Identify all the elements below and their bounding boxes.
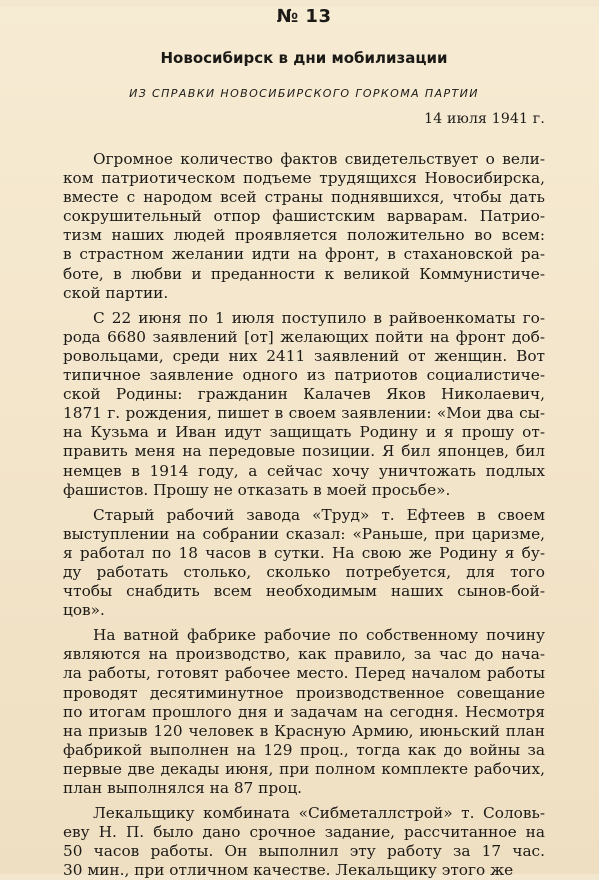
text-line: по итогам прошлого дня и задачам на сегодня. Несмотря: [63, 702, 545, 721]
text-line: боте, в любви и преданности к великой Коммунистиче-: [63, 264, 545, 283]
text-line: ла работы, готовят рабочее место. Перед началом работы: [63, 664, 545, 683]
paragraph: [63, 309, 545, 500]
text-line: Огромное количество фактов свидетельствует о вели-: [93, 150, 545, 168]
text-line: 30 мин., при отличном качестве. Лекальщику этого же: [63, 861, 514, 880]
text-line: Старый рабочий завода «Труд» т. Ефтеев в своем: [93, 505, 545, 524]
text-line: являются на производство, как правило, за час до нача-: [63, 645, 545, 664]
paragraph: [63, 150, 545, 303]
text-line: цов».: [63, 601, 105, 620]
text-line: вместе с народом всей страны поднявшихся, чтобы дать: [63, 188, 545, 207]
text-line: чтобы снабдить всем необходимым наших сынов-бой-: [63, 582, 545, 601]
document-number: № 13: [276, 6, 332, 27]
text-line: ской Родины: гражданин Калачев Яков Николаевич,: [63, 385, 545, 404]
text-line: план выполнялся на 87 проц.: [63, 779, 303, 797]
text-line: сокрушительный отпор фашистским варварам. Патрио-: [63, 207, 545, 226]
text-line: Лекальщику комбината «Сибметаллстрой» т. Соловь-: [93, 804, 545, 823]
text-line: ской партии.: [63, 283, 169, 302]
document-body: [63, 150, 545, 880]
paragraph: [63, 506, 545, 621]
document-subtitle: ИЗ СПРАВКИ НОВОСИБИРСКОГО ГОРКОМА ПАРТИИ: [129, 87, 479, 100]
text-line: фашистов. Прошу не отказать в моей просьбе».: [63, 480, 451, 499]
text-line: типичное заявление одного из патриотов социалистиче-: [63, 366, 545, 385]
text-line: ком патриотическом подъеме трудящихся Новосибирска,: [63, 169, 545, 188]
text-line: ду работать столько, сколько потребуется, для того: [63, 562, 545, 581]
text-line: в страстном желании идти на фронт, в стахановской ра-: [63, 245, 545, 264]
text-line: немцев в 1914 году, а сейчас хочу уничтожать подлых: [63, 461, 545, 480]
paragraph: [63, 626, 545, 798]
text-line: на призыв 120 человек в Красную Армию, июньский план: [63, 721, 545, 740]
document-title: Новосибирск в дни мобилизации: [160, 49, 448, 67]
text-line: 1871 г. рождения, пишет в своем заявлении: «Мои два сы-: [63, 404, 545, 423]
text-line: рода 6680 заявлений [от] желающих пойти на фронт доб-: [63, 327, 545, 346]
text-line: тизм наших людей проявляется положительно во всем:: [63, 226, 545, 245]
text-line: выступлении на собрании сказал: «Раньше, при царизме,: [63, 524, 545, 543]
text-line: ровольцами, среди них 2411 заявлений от женщин. Вот: [63, 346, 545, 365]
text-line: фабрикой выполнен на 129 проц., тогда как до войны за: [63, 740, 545, 759]
text-line: первые две декады июня, при полном комплекте рабочих,: [63, 759, 545, 778]
text-line: На ватной фабрике рабочие по собственному почину: [93, 626, 545, 645]
text-line: 50 часов работы. Он выполнил эту работу за 17 час.: [63, 842, 545, 861]
document-date: 14 июля 1941 г.: [424, 111, 545, 127]
text-line: я работал по 18 часов в сутки. На свою же Родину я бу-: [63, 543, 545, 562]
text-line: еву Н. П. было дано срочное задание, рассчитанное на: [63, 823, 545, 842]
text-line: править меня на передовые позиции. Я бил японцев, бил: [63, 442, 545, 461]
paragraph: [63, 804, 545, 880]
text-line: на Кузьма и Иван идут защищать Родину и я прошу от-: [63, 423, 545, 442]
text-line: проводят десятиминутное производственное совещание: [63, 683, 545, 702]
text-line: С 22 июня по 1 июля поступило в райвоенкоматы го-: [93, 308, 545, 327]
document-page: [0, 6, 599, 880]
